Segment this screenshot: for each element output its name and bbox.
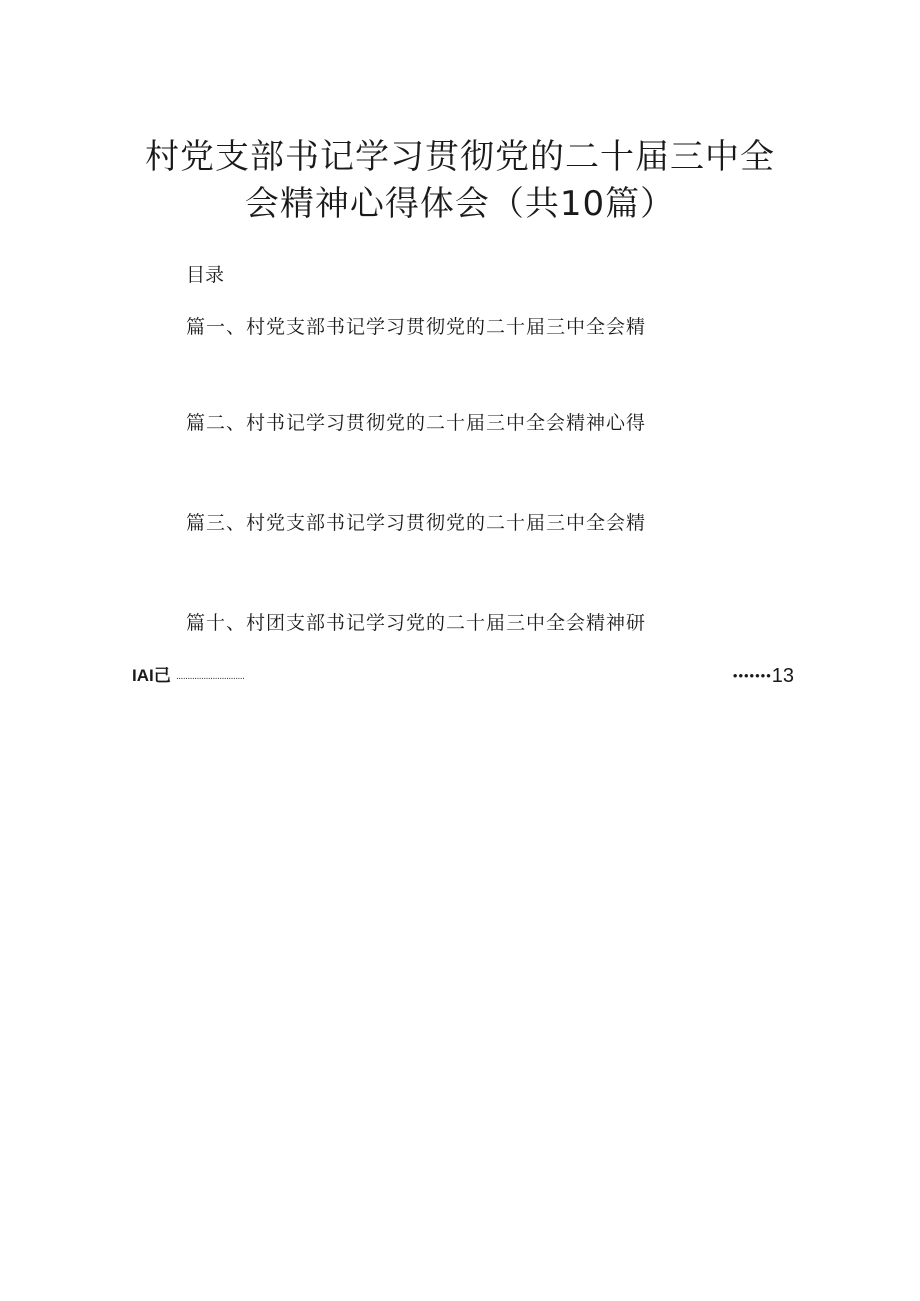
toc-leader-bullets: ••••••• (732, 668, 772, 683)
document-title-line-2: 会精神心得体会（共10篇） (244, 184, 676, 224)
toc-page-reference[interactable] (733, 664, 794, 688)
toc-leader-dots: .............................. (176, 671, 245, 682)
document-title-line-1: 村党支部书记学习贯彻党的二十届三中全 (145, 137, 775, 177)
toc-item-1[interactable]: 篇一、村党支部书记学习贯彻党的二十届三中全会精 (186, 316, 647, 338)
toc-item-10[interactable]: 篇十、村团支部书记学习党的二十届三中全会精神研 (186, 612, 647, 634)
toc-item-2[interactable]: 篇二、村书记学习贯彻党的二十届三中全会精神心得 (186, 412, 647, 434)
toc-leader-left-text: IAI己 (132, 666, 171, 685)
toc-leader-row (132, 664, 794, 688)
toc-page-number: 13 (771, 665, 794, 687)
toc-item-3[interactable]: 篇三、村党支部书记学习贯彻党的二十届三中全会精 (186, 512, 647, 534)
toc-heading: 目录 (186, 264, 225, 286)
